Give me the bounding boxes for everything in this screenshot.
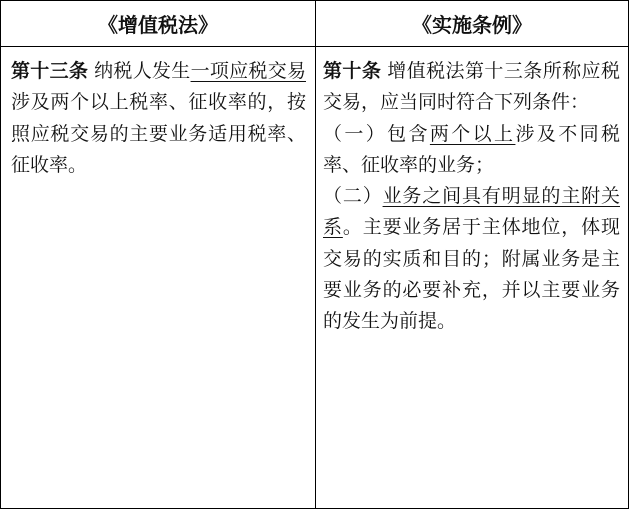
article-13-underlined: 一项应税交易: [190, 60, 306, 82]
article-13-text: [11, 56, 306, 181]
condition-1-prefix: （一）包含: [323, 122, 430, 145]
condition-1-rest: 涉及不同税率、征收率的业务；: [323, 122, 620, 176]
condition-2: [323, 181, 620, 337]
article-13-part2: 涉及两个以上税率、征收率的，按照应税交易的主要业务适用税率、征收率。: [11, 91, 306, 176]
cell-vat-law-article: [11, 56, 306, 181]
article-10-intro: [323, 56, 620, 119]
condition-2-rest: 。主要业务居于主体地位，体现交易的实质和目的；附属业务是主要业务的必要补充，并以主要业务的发生为前提。: [323, 216, 620, 333]
header-vat-law: 《增值税法》: [98, 13, 218, 37]
header-divider: [1, 46, 628, 47]
cell-implementation-article: [323, 56, 620, 338]
condition-1-underlined: 两个以上: [429, 122, 516, 145]
article-10-label: 第十条: [323, 60, 382, 82]
condition-2-prefix: （二）: [323, 185, 383, 208]
article-10-text: 增值税法第十三条所称应税交易，应当同时符合下列条件：: [323, 60, 620, 114]
article-13-part1: 纳税人发生: [94, 60, 191, 82]
article-13-label: 第十三条: [11, 60, 89, 82]
condition-1: [323, 119, 620, 182]
column-divider: [315, 1, 316, 508]
header-implementation-rules: 《实施条例》: [412, 13, 532, 37]
condition-2-underlined: 业务之间具有明显的主附关系: [323, 185, 620, 239]
